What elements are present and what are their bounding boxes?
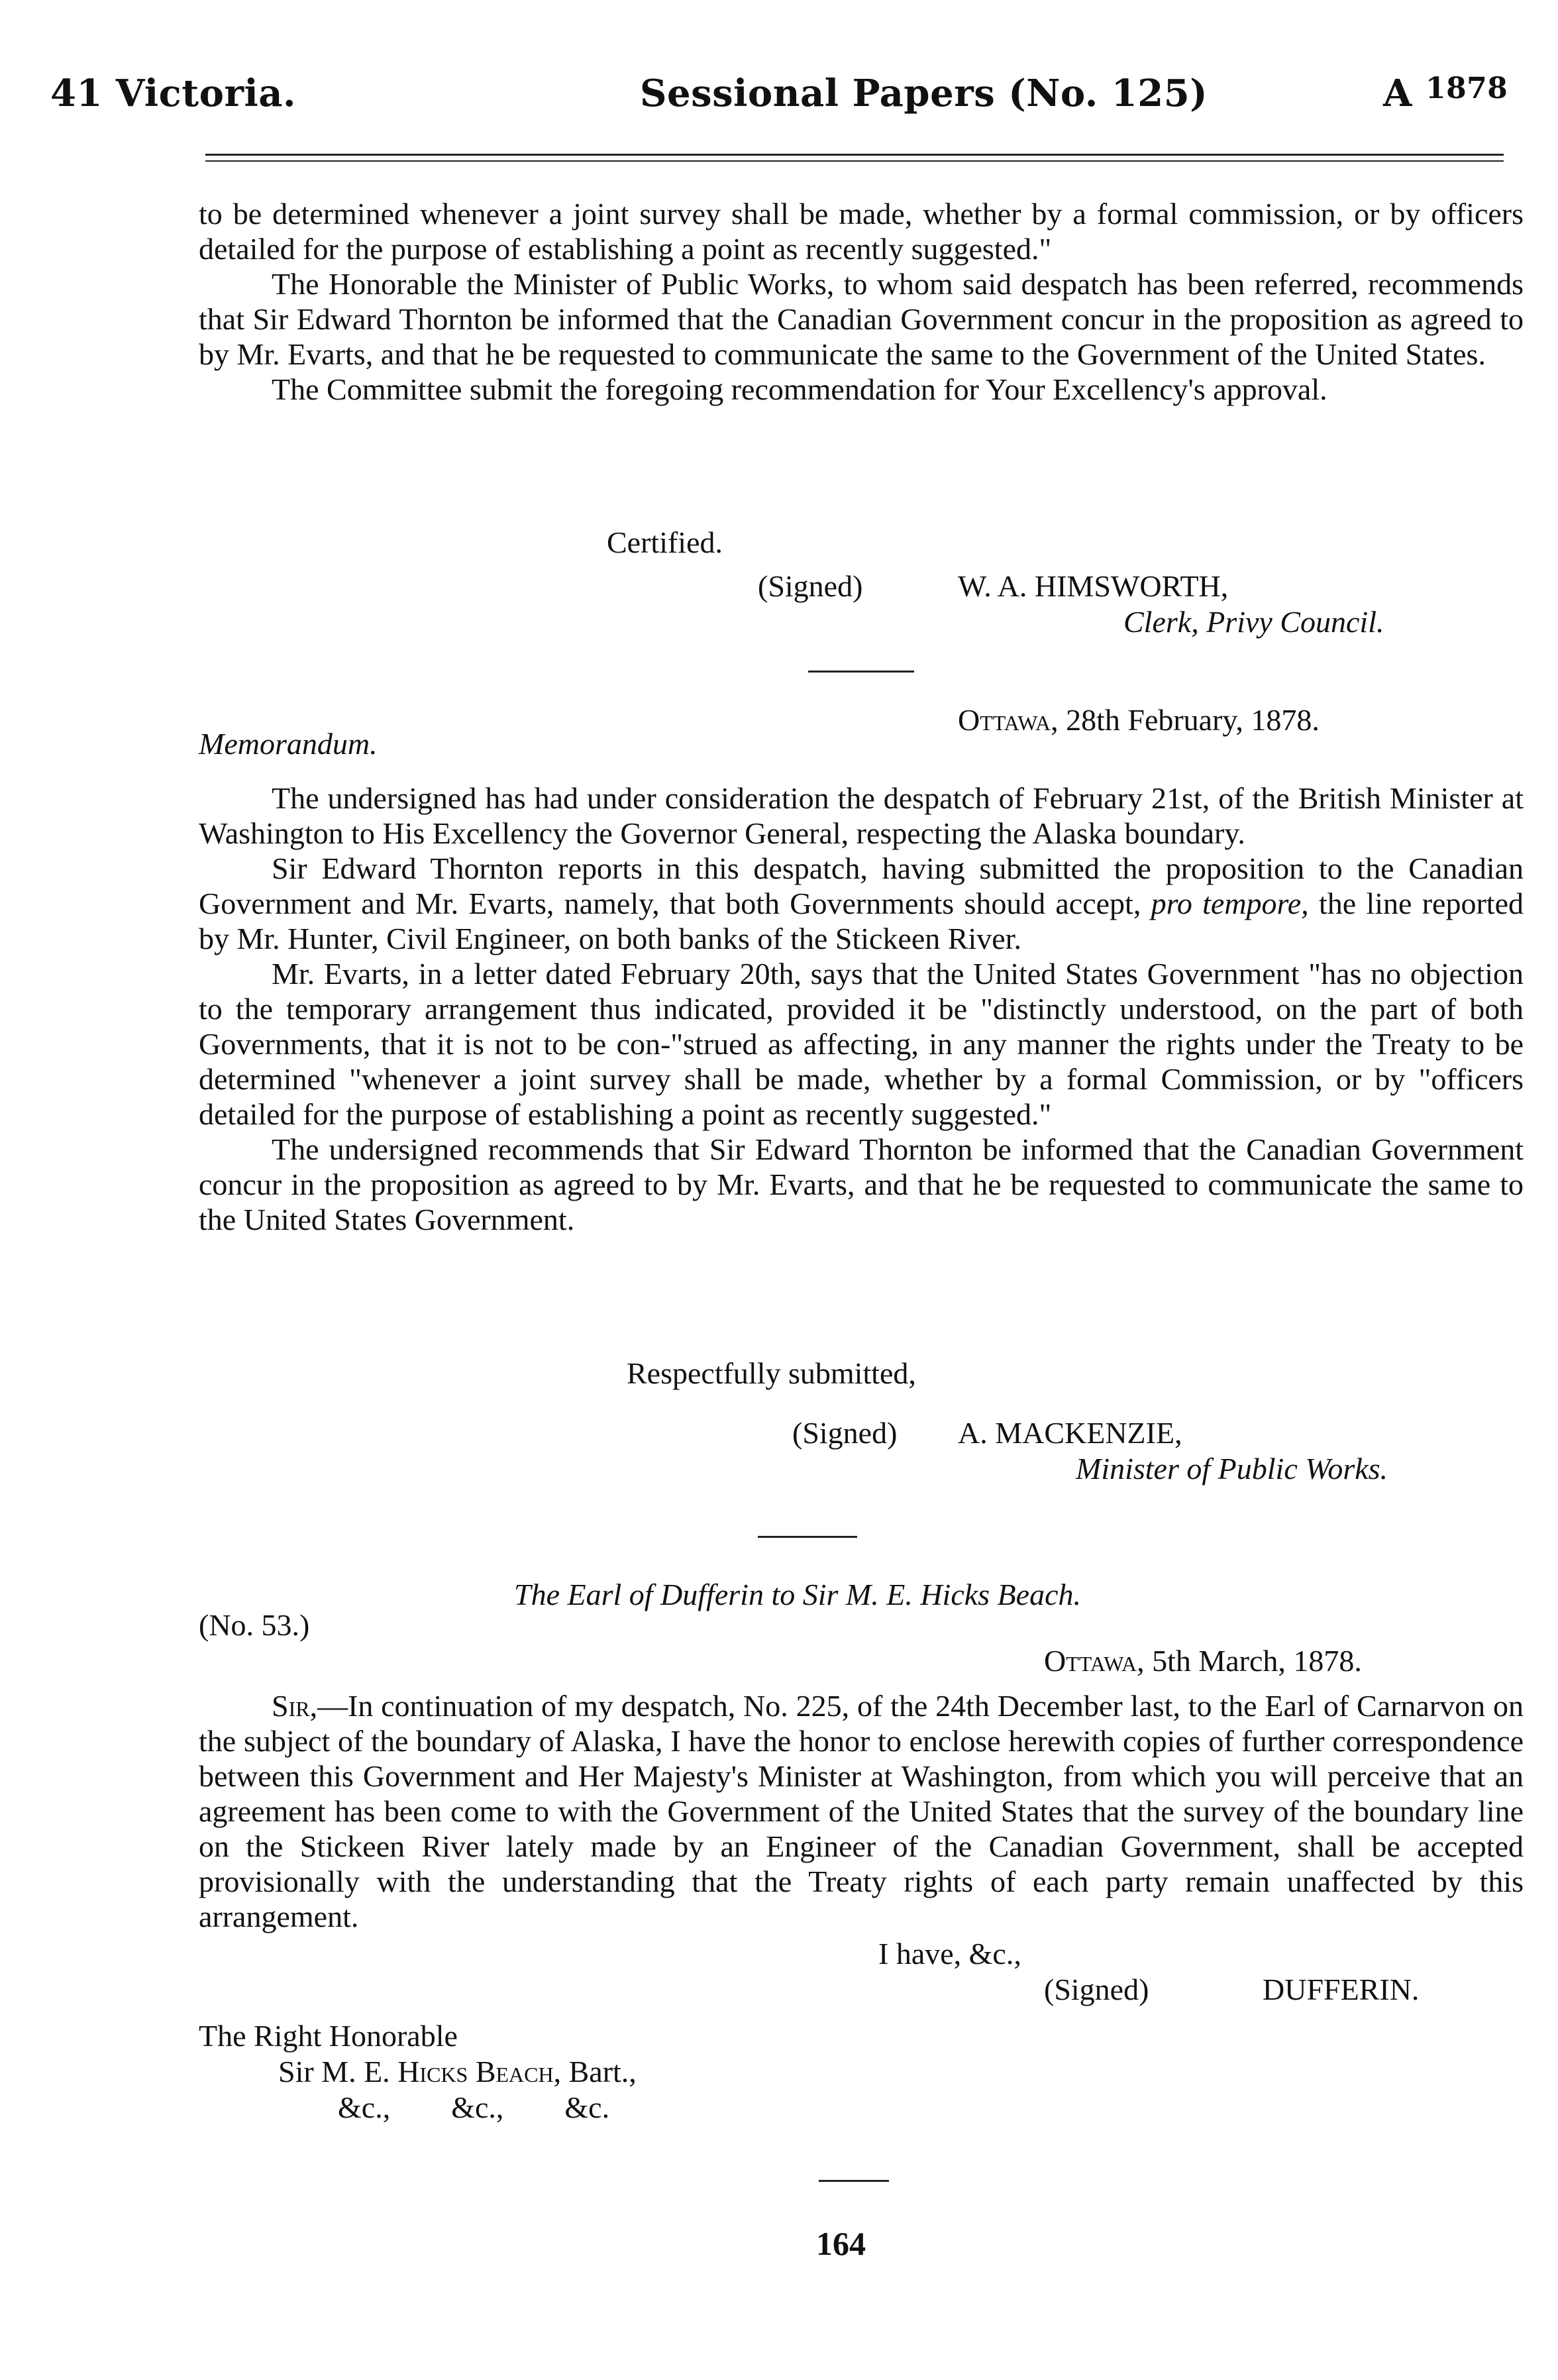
memorandum-label: Memorandum. — [199, 727, 378, 761]
memo-paragraph-2: Sir Edward Thornton reports in this despatch, having submitted the proposition to the Canadian Government and Mr. Evarts, namely, that both Governments should accept, pro tempore, the line reported by Mr. Hunter, Civil Engineer, on both banks of the Stickeen River. — [199, 851, 1524, 955]
header-volume: 41 Victoria. — [50, 72, 297, 115]
header-rule — [205, 154, 1504, 156]
paragraph-continuation: to be determined whenever a joint survey shall be made, whether by a formal commission, or by officers detailed for the purpose of establishing a point as recently suggested." — [199, 197, 1524, 266]
letter-dateline-place: Ottawa, — [1044, 1644, 1145, 1678]
header-year: 1878 — [1425, 72, 1508, 105]
header-sessional-papers: Sessional Papers (No. 125) — [640, 72, 1208, 115]
respectfully-submitted: Respectfully submitted, — [627, 1356, 916, 1390]
letter-body: Sir,—In continuation of my despatch, No. 225, of the 24th December last, to the Earl of Carnarvon on the subject of the boundary of Alaska, I have the honor to enclose herewith copies of further correspondence between this Government and Her Majesty's Minister at Washington, from which you will perceive that an agreement has been come to with the Government of the United States that the survey of the boundary line on the Stickeen River lately made by an Engineer of the Canadian Government, shall be accepted provisionally with the understanding that the Treaty rights of each party remain unaffected by this arrangement. — [199, 1689, 1524, 1933]
header-series-letter: A — [1383, 72, 1412, 115]
order-in-council-text — [199, 196, 1524, 407]
memo-paragraph-3: Mr. Evarts, in a letter dated February 20th, says that the United States Government "has no objection to the temporary arrangement thus indicated, provided it be "distinctly understood, on the part of both Governments, that it is not to be con-"strued as affecting, in any manner the rights under the Treaty to be determined "whenever a joint survey shall be made, whether by a formal Commission, or by "officers detailed for the purpose of establishing a point as recently suggested." — [199, 957, 1524, 1131]
memo-dateline-date: 28th February, 1878. — [1066, 703, 1320, 737]
addressee-line-2: Sir M. E. Hicks Beach, Bart., — [278, 2055, 637, 2088]
letter-close: I have, &c., — [878, 1937, 1021, 1971]
header-series — [1383, 72, 1508, 115]
addressee-line-3: &c., &c., &c. — [338, 2090, 610, 2124]
memo-dateline — [958, 702, 1320, 737]
despatch-number: (No. 53.) — [199, 1608, 310, 1642]
signed-label-1: (Signed) — [758, 569, 863, 603]
letter-dateline-date: 5th March, 1878. — [1152, 1644, 1362, 1678]
signatory-himsworth: W. A. HIMSWORTH, — [958, 569, 1229, 603]
memo-paragraph-4: The undersigned recommends that Sir Edward Thornton be informed that the Canadian Government concur in the proposition as agreed to by Mr. Evarts, and that he be requested to communicate the same to the United States Government. — [199, 1132, 1524, 1236]
paragraph-minister-recommendation: The Honorable the Minister of Public Works, to whom said despatch has been referred, recommends that Sir Edward Thornton be informed that the Canadian Government concur in the proposition as agreed to by Mr. Evarts, and that he be requested to communicate the same to the Government of the United States. — [199, 267, 1524, 371]
letter-salutation: Sir, — [272, 1689, 318, 1723]
letter-text — [199, 1688, 1524, 1934]
signatory-dufferin: DUFFERIN. — [1263, 1973, 1420, 2006]
signatory-title-minister: Minister of Public Works. — [1076, 1452, 1388, 1486]
memo-dateline-place: Ottawa, — [958, 703, 1059, 737]
footer-rule — [819, 2180, 889, 2182]
section-divider-2 — [758, 1536, 857, 1538]
page-number: 164 — [816, 2225, 866, 2262]
certified-label: Certified. — [607, 525, 723, 559]
letter-heading: The Earl of Dufferin to Sir M. E. Hicks Beach. — [514, 1578, 1081, 1611]
signed-label-2: (Signed) — [792, 1416, 898, 1450]
signed-label-3: (Signed) — [1044, 1973, 1149, 2006]
header-rule-2 — [205, 160, 1504, 162]
pro-tempore-italic: pro tempore, — [1151, 887, 1309, 920]
memorandum-text — [199, 781, 1524, 1237]
letter-dateline — [1044, 1643, 1362, 1678]
signatory-title-clerk: Clerk, Privy Council. — [1123, 605, 1384, 639]
memo-paragraph-1: The undersigned has had under consideration the despatch of February 21st, of the British Minister at Washington to His Excellency the Governor General, respecting the Alaska boundary. — [199, 781, 1524, 850]
addressee-line-1: The Right Honorable — [199, 2019, 458, 2053]
paragraph-committee-submit: The Committee submit the foregoing recommendation for Your Excellency's approval. — [272, 372, 1327, 406]
signatory-mackenzie: A. MACKENZIE, — [958, 1416, 1182, 1450]
section-divider-1 — [808, 671, 914, 673]
